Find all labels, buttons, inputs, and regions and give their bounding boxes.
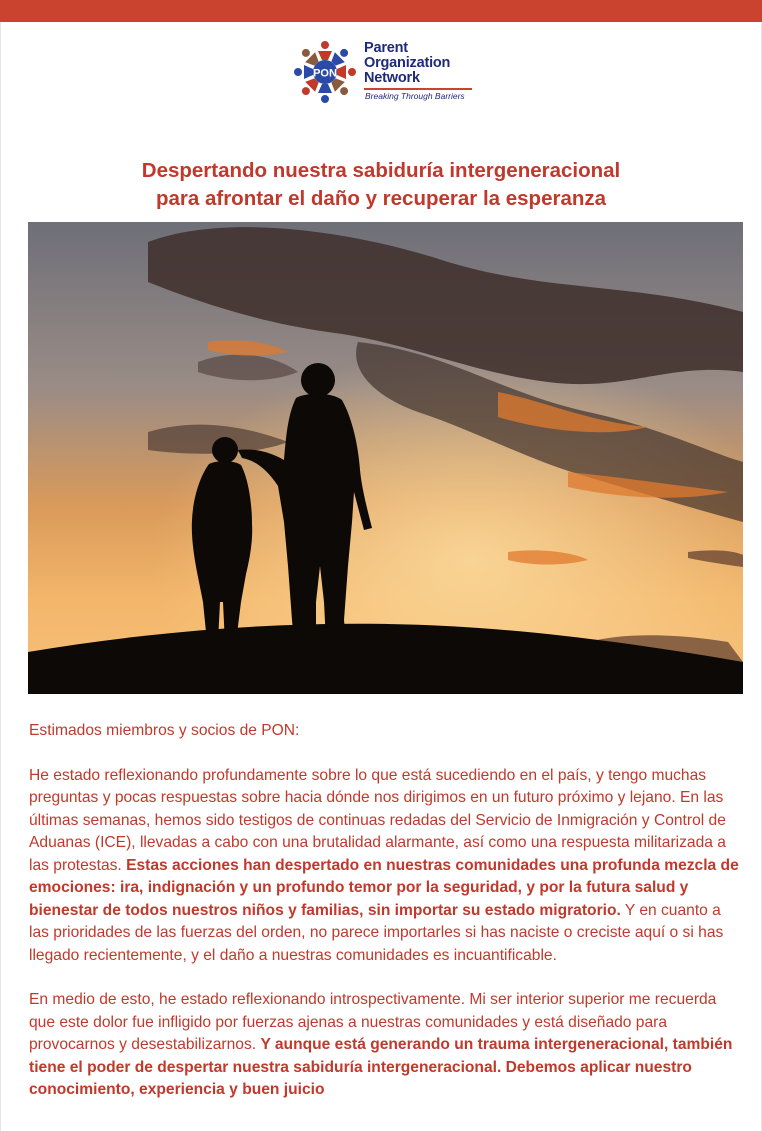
paragraph-2-text-a: En medio de esto, he estado reflexionando introspectivamente. Mi ser interior superior me recuerda que este dolor fue infligido por fuerzas ajenas a nuestras comunidades y está diseñado para provocarnos y desestabilizarnos.: [29, 991, 717, 1053]
logo-line-network: Network: [364, 70, 420, 86]
page-title: [30, 157, 732, 213]
page-title-line-1: Despertando nuestra sabiduría intergeneracional: [141, 158, 621, 182]
letter-greeting: Estimados miembros y socios de PON:: [29, 722, 300, 739]
logo-rule: [364, 88, 472, 90]
letter-body: [29, 720, 739, 1124]
pon-logo[interactable]: [290, 37, 480, 112]
pon-badge-text: PON: [313, 67, 337, 80]
letter-paragraph-1: [29, 765, 739, 968]
letter-paragraph-2: [29, 989, 739, 1102]
paragraph-2-emphasis: Y aunque está generando un trauma intergeneracional, también tiene el poder de despertar nuestra sabiduría intergeneracional. Debemos aplicar nuestro conocimiento, experiencia y buen juicio: [29, 1036, 733, 1098]
page-title-line-2: para afrontar el daño y recuperar la esperanza: [155, 186, 607, 210]
paragraph-1-text-c: Y en cuanto a las prioridades de las fuerzas del orden, no parece importarles si has naciste o creciste aquí o si has llegado recientemente, y el daño a nuestras comunidades es incuantificable.: [29, 901, 724, 964]
paragraph-1-emphasis: Estas acciones han despertado en nuestras comunidades una profunda mezcla de emociones: ira, indignación y un profundo temor por la seguridad, y por la futura salud y bienestar de todos nuestros niños y familias, sin importar su estado migratorio.: [29, 856, 739, 919]
paragraph-1-text-a: He estado reflexionando profundamente sobre lo que está sucediendo en el país, y tengo muchas preguntas y pocas respuestas sobre hacia dónde nos dirigimos en un futuro próximo y lejano. En las últimas semanas, hemos sido testigos de continuas redadas del Servicio de Inmigración y Control de Aduanas (ICE), llevadas a cabo con una brutalidad alarmante, así como una respuesta militarizada a las protestas.: [29, 766, 726, 874]
logo-line-parent: Parent: [364, 40, 408, 56]
logo-tagline: Breaking Through Barriers: [365, 91, 465, 101]
pon-logo-mark: [290, 37, 360, 107]
top-accent-bar: [0, 0, 762, 22]
sunset-silhouette-illustration: [28, 222, 743, 694]
pon-logo-wordmark: [364, 41, 472, 101]
hero-image: [28, 222, 743, 694]
logo-line-organization: Organization: [364, 55, 451, 71]
